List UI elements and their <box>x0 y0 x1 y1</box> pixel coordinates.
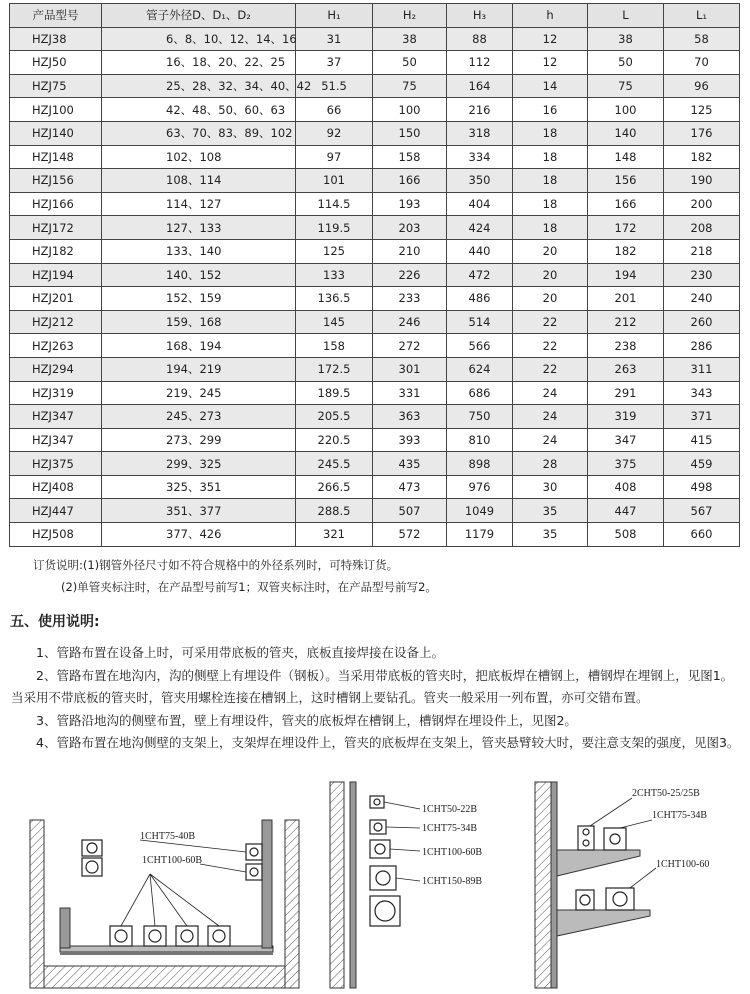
table-row <box>10 145 740 169</box>
model-cell: HZJ347 <box>10 428 102 452</box>
dimension-cell: 363 <box>373 405 447 429</box>
dimension-cell: 100 <box>373 98 447 122</box>
table-body <box>10 27 740 546</box>
dimension-cell: 150 <box>373 121 447 145</box>
dimension-cell: 125 <box>296 239 373 263</box>
fig1-label-a: 1CHT75-40B <box>140 831 195 842</box>
dimension-cell: 136.5 <box>296 287 373 311</box>
dimension-cell: 75 <box>373 74 447 98</box>
dimension-cell: 210 <box>373 239 447 263</box>
pipe-diameter-cell: 133、140 <box>102 239 296 263</box>
dimension-cell: 230 <box>664 263 740 287</box>
dimension-cell: 220.5 <box>296 428 373 452</box>
dimension-cell: 245.5 <box>296 452 373 476</box>
fig1-clamp <box>176 926 198 946</box>
dimension-cell: 22 <box>513 310 588 334</box>
dimension-cell: 158 <box>296 334 373 358</box>
dimension-cell: 205.5 <box>296 405 373 429</box>
model-cell: HZJ319 <box>10 381 102 405</box>
dimension-cell: 166 <box>373 169 447 193</box>
model-cell: HZJ375 <box>10 452 102 476</box>
dimension-cell: 18 <box>513 169 588 193</box>
model-cell: HZJ508 <box>10 523 102 547</box>
section-title: 五、使用说明: <box>10 614 100 630</box>
model-cell: HZJ156 <box>10 169 102 193</box>
dimension-cell: 145 <box>296 310 373 334</box>
table-row <box>10 428 740 452</box>
dimension-cell: 164 <box>447 74 513 98</box>
dimension-cell: 51.5 <box>296 74 373 98</box>
pipe-diameter-cell: 325、351 <box>102 475 296 499</box>
dimension-cell: 22 <box>513 357 588 381</box>
dimension-cell: 156 <box>588 169 664 193</box>
model-cell: HZJ166 <box>10 192 102 216</box>
dimension-cell: 301 <box>373 357 447 381</box>
pipe-diameter-cell: 108、114 <box>102 169 296 193</box>
table-row <box>10 475 740 499</box>
column-header: 管子外径D、D₁、D₂ <box>102 4 296 28</box>
model-cell: HZJ100 <box>10 98 102 122</box>
table-row <box>10 523 740 547</box>
dimension-cell: 70 <box>664 51 740 75</box>
dimension-cell: 28 <box>513 452 588 476</box>
figure-2-wall <box>330 782 482 988</box>
pipe-diameter-cell: 140、152 <box>102 263 296 287</box>
dimension-cell: 75 <box>588 74 664 98</box>
model-cell: HZJ347 <box>10 405 102 429</box>
table-row <box>10 405 740 429</box>
column-header: H₂ <box>373 4 447 28</box>
dimension-cell: 37 <box>296 51 373 75</box>
dimension-cell: 472 <box>447 263 513 287</box>
dimension-cell: 182 <box>664 145 740 169</box>
column-header: L <box>588 4 664 28</box>
fig3-clamp <box>606 888 634 910</box>
dimension-cell: 375 <box>588 452 664 476</box>
dimension-cell: 35 <box>513 523 588 547</box>
fig2-channel <box>350 782 356 988</box>
dimension-cell: 976 <box>447 475 513 499</box>
dimension-cell: 415 <box>664 428 740 452</box>
dimension-cell: 686 <box>447 381 513 405</box>
fig3-label-b: 1CHT75-34B <box>652 810 707 821</box>
dimension-cell: 246 <box>373 310 447 334</box>
installation-figures <box>0 768 750 994</box>
dimension-cell: 140 <box>588 121 664 145</box>
fig1-label-b: 1CHT100-60B <box>142 855 202 866</box>
pipe-diameter-cell: 194、219 <box>102 357 296 381</box>
model-cell: HZJ201 <box>10 287 102 311</box>
dimension-cell: 572 <box>373 523 447 547</box>
pipe-diameter-cell: 377、426 <box>102 523 296 547</box>
column-header: 产品型号 <box>10 4 102 28</box>
dimension-cell: 96 <box>664 74 740 98</box>
table-row <box>10 310 740 334</box>
pipe-diameter-cell: 63、70、83、89、102 <box>102 121 296 145</box>
table-row <box>10 287 740 311</box>
dimension-cell: 566 <box>447 334 513 358</box>
pipe-diameter-cell: 42、48、50、60、63 <box>102 98 296 122</box>
model-cell: HZJ38 <box>10 27 102 51</box>
dimension-cell: 22 <box>513 334 588 358</box>
dimension-cell: 233 <box>373 287 447 311</box>
fig1-right-wall <box>285 820 299 988</box>
dimension-cell: 88 <box>447 27 513 51</box>
fig2-clamp <box>370 866 396 890</box>
dimension-cell: 810 <box>447 428 513 452</box>
dimension-cell: 272 <box>373 334 447 358</box>
dimension-cell: 194 <box>588 263 664 287</box>
model-cell: HZJ263 <box>10 334 102 358</box>
dimension-cell: 216 <box>447 98 513 122</box>
usage-paragraph-1: 1、管路布置在设备上时，可采用带底板的管夹，底板直接焊接在设备上。 <box>36 645 444 660</box>
model-cell: HZJ194 <box>10 263 102 287</box>
dimension-cell: 66 <box>296 98 373 122</box>
dimension-cell: 350 <box>447 169 513 193</box>
dimension-cell: 193 <box>373 192 447 216</box>
dimension-cell: 319 <box>588 405 664 429</box>
dimension-cell: 203 <box>373 216 447 240</box>
dimension-cell: 459 <box>664 452 740 476</box>
table-header-row <box>10 4 740 28</box>
pipe-diameter-cell: 152、159 <box>102 287 296 311</box>
dimension-cell: 200 <box>664 192 740 216</box>
fig1-left-wall <box>30 820 44 988</box>
order-note-2: (2)单管夹标注时，在产品型号前写1；双管夹标注时，在产品型号前写2。 <box>61 580 437 594</box>
dimension-cell: 189.5 <box>296 381 373 405</box>
usage-instructions <box>11 642 741 755</box>
dimension-cell: 12 <box>513 27 588 51</box>
dimension-cell: 12 <box>513 51 588 75</box>
fig2-label-a: 1CHT50-22B <box>422 804 477 815</box>
fig3-lower-bracket <box>557 910 650 936</box>
pipe-diameter-cell: 299、325 <box>102 452 296 476</box>
dimension-cell: 24 <box>513 405 588 429</box>
dimension-cell: 31 <box>296 27 373 51</box>
dimension-cell: 238 <box>588 334 664 358</box>
fig1-clamp <box>208 926 230 946</box>
dimension-cell: 240 <box>664 287 740 311</box>
fig1-clamp <box>144 926 166 946</box>
fig1-clamp <box>246 844 262 860</box>
usage-paragraph-2: 2、管路布置在地沟内，沟的侧壁上有埋设件（钢板）。当采用带底板的管夹时，把底板焊在槽钢上，槽钢焊在埋钢上，见图1。当采用不带底板的管夹时，管夹用螺栓连接在槽钢上，这时槽钢上要钻孔。管夹一般采用一列布置，亦可交错布置。 <box>11 667 734 705</box>
table-row <box>10 263 740 287</box>
dimension-cell: 447 <box>588 499 664 523</box>
fig3-wall <box>535 782 551 988</box>
dimension-cell: 38 <box>588 27 664 51</box>
fig1-clamp <box>110 926 132 946</box>
dimension-cell: 38 <box>373 27 447 51</box>
dimension-cell: 898 <box>447 452 513 476</box>
fig1-channel-web <box>60 952 273 955</box>
dimension-cell: 148 <box>588 145 664 169</box>
dimension-cell: 20 <box>513 287 588 311</box>
dimension-cell: 20 <box>513 239 588 263</box>
model-cell: HZJ408 <box>10 475 102 499</box>
dimension-cell: 158 <box>373 145 447 169</box>
usage-paragraph-3: 3、管路沿地沟的侧壁布置，壁上有埋设件，管夹的底板焊在槽钢上，槽钢焊在埋设件上，见图2。 <box>36 712 577 728</box>
dimension-cell: 288.5 <box>296 499 373 523</box>
dimension-cell: 18 <box>513 192 588 216</box>
pipe-diameter-cell: 159、168 <box>102 310 296 334</box>
pipe-diameter-cell: 25、28、32、34、40、42 <box>102 74 296 98</box>
table-row <box>10 169 740 193</box>
dimension-cell: 371 <box>664 405 740 429</box>
column-header: L₁ <box>664 4 740 28</box>
dimension-cell: 182 <box>588 239 664 263</box>
pipe-diameter-cell: 168、194 <box>102 334 296 358</box>
fig2-label-b: 1CHT75-34B <box>422 823 477 834</box>
dimension-cell: 58 <box>664 27 740 51</box>
fig2-label-c: 1CHT100-60B <box>422 847 482 858</box>
dimension-cell: 408 <box>588 475 664 499</box>
table-row <box>10 74 740 98</box>
model-cell: HZJ75 <box>10 74 102 98</box>
pipe-diameter-cell: 114、127 <box>102 192 296 216</box>
fig2-clamp <box>370 796 384 808</box>
column-header: h <box>513 4 588 28</box>
dimension-cell: 508 <box>588 523 664 547</box>
dimension-cell: 97 <box>296 145 373 169</box>
dimension-cell: 92 <box>296 121 373 145</box>
dimension-cell: 101 <box>296 169 373 193</box>
dimension-cell: 1049 <box>447 499 513 523</box>
dimension-cell: 119.5 <box>296 216 373 240</box>
table-row <box>10 216 740 240</box>
order-note-1: 订货说明:(1)钢管外径尺寸如不符合规格中的外径系列时，可特殊订货。 <box>33 558 399 572</box>
table-row <box>10 192 740 216</box>
fig2-wall <box>330 782 344 988</box>
dimension-cell: 311 <box>664 357 740 381</box>
dimension-cell: 212 <box>588 310 664 334</box>
dimension-cell: 30 <box>513 475 588 499</box>
figure-1-trench <box>30 820 299 988</box>
dimension-cell: 1179 <box>447 523 513 547</box>
dimension-cell: 393 <box>373 428 447 452</box>
dimension-cell: 286 <box>664 334 740 358</box>
table-row <box>10 27 740 51</box>
table-row <box>10 51 740 75</box>
dimension-cell: 18 <box>513 145 588 169</box>
dimension-cell: 473 <box>373 475 447 499</box>
table-row <box>10 499 740 523</box>
model-cell: HZJ294 <box>10 357 102 381</box>
model-cell: HZJ50 <box>10 51 102 75</box>
dimension-cell: 18 <box>513 216 588 240</box>
dimension-cell: 624 <box>447 357 513 381</box>
fig1-support-left <box>60 908 70 948</box>
dimension-cell: 172.5 <box>296 357 373 381</box>
table-row <box>10 381 740 405</box>
fig3-clamp <box>604 828 626 850</box>
dimension-cell: 35 <box>513 499 588 523</box>
dimension-cell: 486 <box>447 287 513 311</box>
pipe-diameter-cell: 16、18、20、22、25 <box>102 51 296 75</box>
spec-table <box>9 3 740 547</box>
fig3-label-c: 1CHT100-60 <box>656 859 710 870</box>
model-cell: HZJ148 <box>10 145 102 169</box>
model-cell: HZJ212 <box>10 310 102 334</box>
pipe-diameter-cell: 351、377 <box>102 499 296 523</box>
pipe-diameter-cell: 273、299 <box>102 428 296 452</box>
fig1-channel <box>60 946 273 952</box>
dimension-cell: 172 <box>588 216 664 240</box>
dimension-cell: 334 <box>447 145 513 169</box>
model-cell: HZJ140 <box>10 121 102 145</box>
model-cell: HZJ447 <box>10 499 102 523</box>
dimension-cell: 750 <box>447 405 513 429</box>
dimension-cell: 208 <box>664 216 740 240</box>
fig1-support-right <box>262 820 272 948</box>
dimension-cell: 166 <box>588 192 664 216</box>
dimension-cell: 50 <box>373 51 447 75</box>
dimension-cell: 263 <box>588 357 664 381</box>
table-row <box>10 334 740 358</box>
dimension-cell: 498 <box>664 475 740 499</box>
dimension-cell: 18 <box>513 121 588 145</box>
fig3-embedded-plate <box>551 782 557 988</box>
dimension-cell: 201 <box>588 287 664 311</box>
dimension-cell: 318 <box>447 121 513 145</box>
dimension-cell: 14 <box>513 74 588 98</box>
dimension-cell: 16 <box>513 98 588 122</box>
pipe-diameter-cell: 245、273 <box>102 405 296 429</box>
fig1-clamp <box>246 864 262 880</box>
order-notes <box>33 554 437 598</box>
dimension-cell: 260 <box>664 310 740 334</box>
fig1-floor <box>44 966 285 988</box>
fig3-clamp <box>576 890 594 910</box>
dimension-cell: 343 <box>664 381 740 405</box>
dimension-cell: 112 <box>447 51 513 75</box>
table-row <box>10 452 740 476</box>
dimension-cell: 266.5 <box>296 475 373 499</box>
dimension-cell: 20 <box>513 263 588 287</box>
dimension-cell: 218 <box>664 239 740 263</box>
pipe-diameter-cell: 127、133 <box>102 216 296 240</box>
dimension-cell: 404 <box>447 192 513 216</box>
dimension-cell: 176 <box>664 121 740 145</box>
dimension-cell: 291 <box>588 381 664 405</box>
table-row <box>10 121 740 145</box>
model-cell: HZJ172 <box>10 216 102 240</box>
fig2-clamp <box>370 820 386 834</box>
dimension-cell: 114.5 <box>296 192 373 216</box>
dimension-cell: 347 <box>588 428 664 452</box>
table-row <box>10 98 740 122</box>
dimension-cell: 24 <box>513 381 588 405</box>
fig3-upper-bracket <box>557 850 640 876</box>
dimension-cell: 100 <box>588 98 664 122</box>
dimension-cell: 507 <box>373 499 447 523</box>
dimension-cell: 125 <box>664 98 740 122</box>
dimension-cell: 321 <box>296 523 373 547</box>
fig3-label-a: 2CHT50-25/25B <box>632 788 700 799</box>
dimension-cell: 190 <box>664 169 740 193</box>
model-cell: HZJ182 <box>10 239 102 263</box>
table-row <box>10 357 740 381</box>
column-header: H₁ <box>296 4 373 28</box>
dimension-cell: 133 <box>296 263 373 287</box>
pipe-diameter-cell: 102、108 <box>102 145 296 169</box>
dimension-cell: 226 <box>373 263 447 287</box>
dimension-cell: 435 <box>373 452 447 476</box>
dimension-cell: 514 <box>447 310 513 334</box>
dimension-cell: 660 <box>664 523 740 547</box>
dimension-cell: 24 <box>513 428 588 452</box>
figure-3-bracket <box>535 782 709 988</box>
dimension-cell: 331 <box>373 381 447 405</box>
dimension-cell: 50 <box>588 51 664 75</box>
dimension-cell: 424 <box>447 216 513 240</box>
dimension-cell: 567 <box>664 499 740 523</box>
fig2-label-d: 1CHT150-89B <box>422 876 482 887</box>
pipe-diameter-cell: 6、8、10、12、14、16 <box>102 27 296 51</box>
fig2-clamp <box>370 840 390 858</box>
pipe-diameter-cell: 219、245 <box>102 381 296 405</box>
dimension-cell: 440 <box>447 239 513 263</box>
column-header: H₃ <box>447 4 513 28</box>
usage-paragraph-4: 4、管路布置在地沟侧壁的支架上，支架焊在埋设件上，管夹的底板焊在支架上，管夹悬臂较大时，要注意支架的强度，见图3。 <box>36 735 740 750</box>
table-row <box>10 239 740 263</box>
